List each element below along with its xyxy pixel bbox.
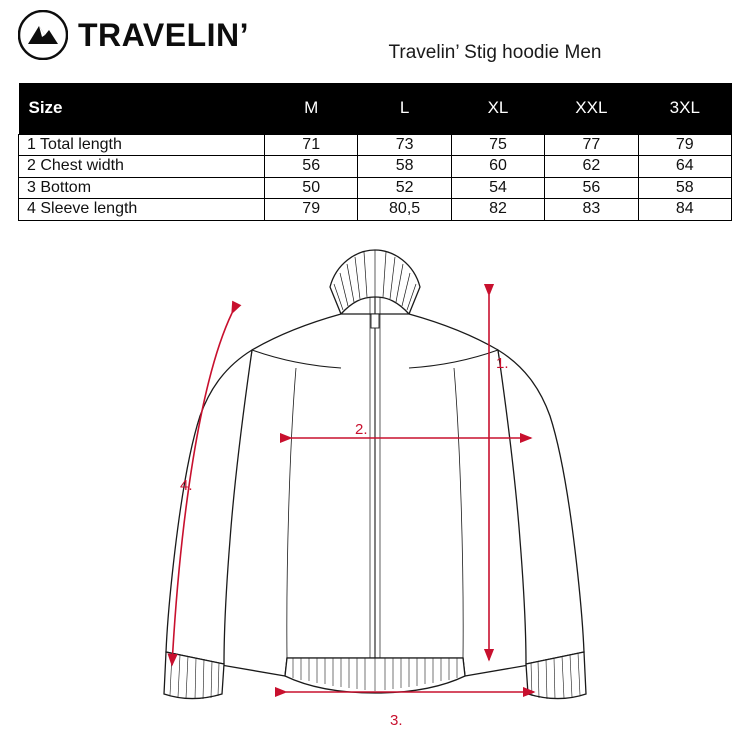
size-table-body bbox=[19, 134, 732, 220]
cell-total-length-l: 73 bbox=[358, 134, 451, 156]
column-header-3xl: 3XL bbox=[638, 83, 731, 134]
size-table-header bbox=[19, 83, 732, 134]
measurement-label-1: 1. bbox=[496, 355, 509, 372]
table-row bbox=[19, 199, 732, 221]
cell-chest-width-3xl: 64 bbox=[638, 156, 731, 178]
row-label-total-length: 1 Total length bbox=[19, 134, 265, 156]
cell-chest-width-m: 56 bbox=[265, 156, 358, 178]
cell-total-length-xl: 75 bbox=[451, 134, 544, 156]
cell-total-length-3xl: 79 bbox=[638, 134, 731, 156]
cell-sleeve-length-xxl: 83 bbox=[545, 199, 638, 221]
table-row bbox=[19, 177, 732, 199]
measurement-label-4: 4. bbox=[180, 477, 193, 494]
table-row bbox=[19, 156, 732, 178]
cell-chest-width-xl: 60 bbox=[451, 156, 544, 178]
cell-bottom-xxl: 56 bbox=[545, 177, 638, 199]
column-header-l: L bbox=[358, 83, 451, 134]
cell-sleeve-length-m: 79 bbox=[265, 199, 358, 221]
table-row bbox=[19, 134, 732, 156]
cell-chest-width-xxl: 62 bbox=[545, 156, 638, 178]
cell-total-length-m: 71 bbox=[265, 134, 358, 156]
cell-bottom-3xl: 58 bbox=[638, 177, 731, 199]
cell-bottom-xl: 54 bbox=[451, 177, 544, 199]
column-header-xxl: XXL bbox=[545, 83, 638, 134]
row-label-chest-width: 2 Chest width bbox=[19, 156, 265, 178]
cell-bottom-l: 52 bbox=[358, 177, 451, 199]
row-label-bottom: 3 Bottom bbox=[19, 177, 265, 199]
measurement-label-2: 2. bbox=[355, 421, 368, 438]
garment-illustration bbox=[0, 240, 750, 750]
cell-total-length-xxl: 77 bbox=[545, 134, 638, 156]
brand-name: TRAVELIN’ bbox=[78, 16, 250, 53]
product-title: Travelin’ Stig hoodie Men bbox=[388, 42, 602, 63]
cell-chest-width-l: 58 bbox=[358, 156, 451, 178]
size-table bbox=[18, 83, 732, 221]
cell-sleeve-length-xl: 82 bbox=[451, 199, 544, 221]
cell-bottom-m: 50 bbox=[265, 177, 358, 199]
cell-sleeve-length-3xl: 84 bbox=[638, 199, 731, 221]
column-header-size: Size bbox=[19, 83, 265, 134]
table-header-row bbox=[19, 83, 732, 134]
column-header-m: M bbox=[265, 83, 358, 134]
cell-sleeve-length-l: 80,5 bbox=[358, 199, 451, 221]
row-label-sleeve-length: 4 Sleeve length bbox=[19, 199, 265, 221]
measurement-label-3: 3. bbox=[390, 712, 403, 729]
page-header bbox=[0, 0, 750, 78]
hoodie-outline-group bbox=[164, 250, 586, 699]
column-header-xl: XL bbox=[451, 83, 544, 134]
